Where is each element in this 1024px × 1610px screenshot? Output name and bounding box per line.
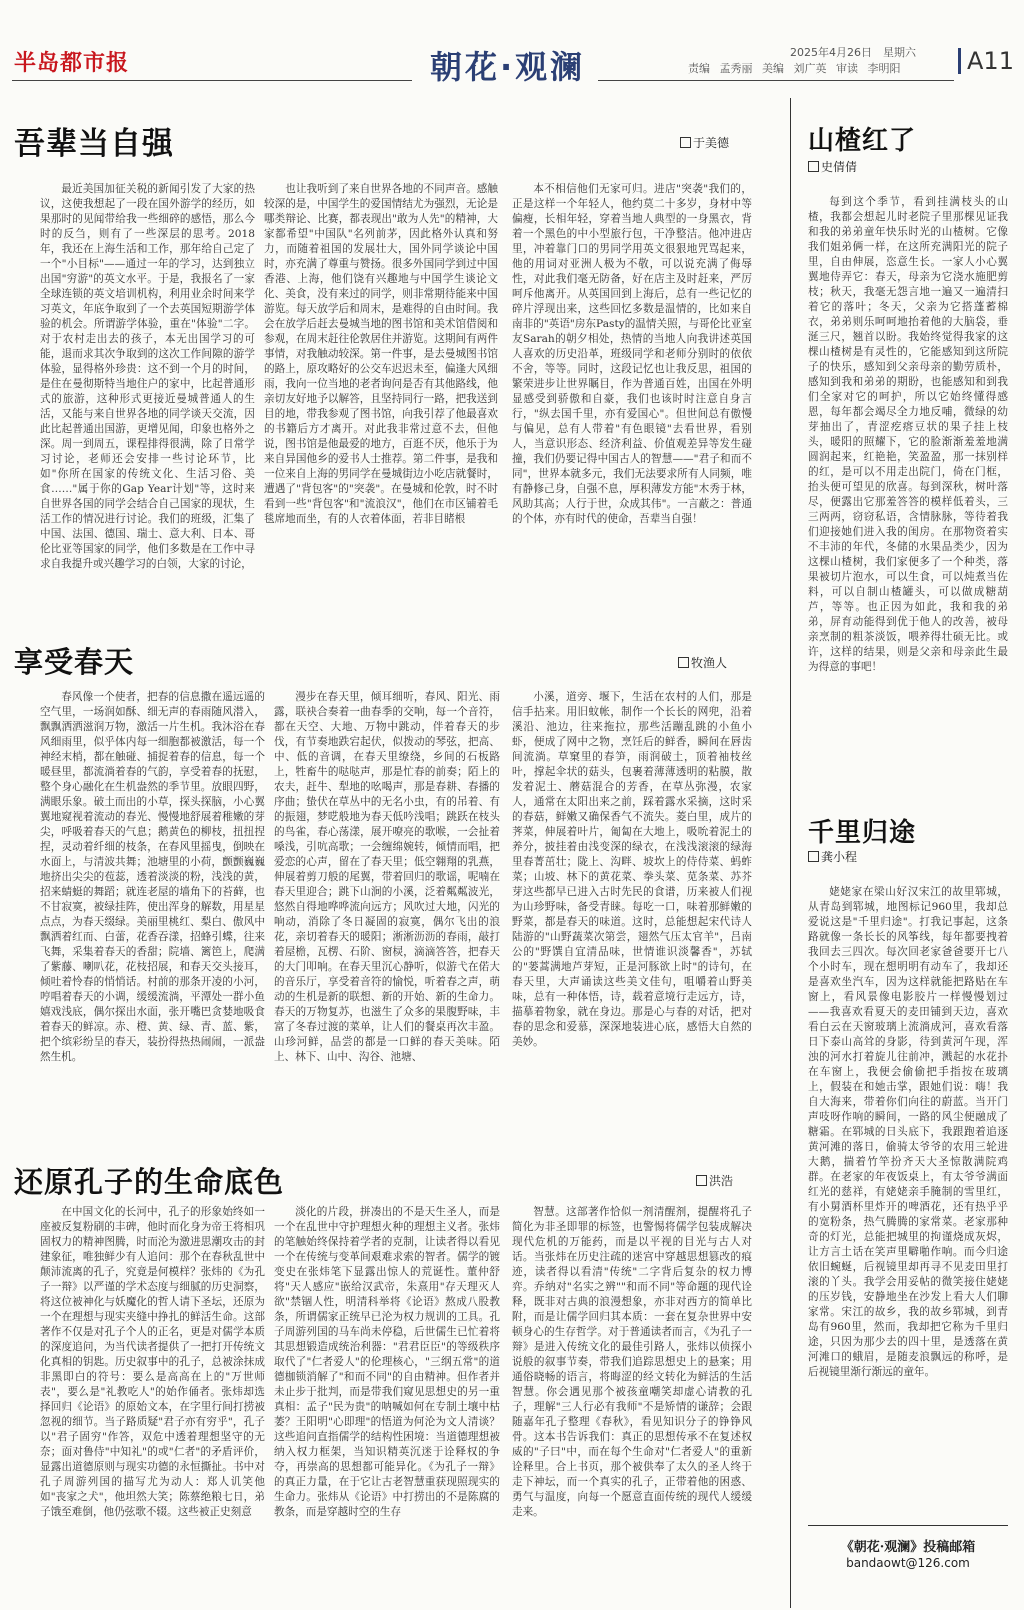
article-column: 本不相信他们无家可归。进店"突袭"我们的，正是这样一个年轻人，他约莫二十多岁，身材中等偏瘦，长相年轻，穿着当地人典型的一身黑衣，背着一个黑色的中小型旅行包，干净整洁。他冲进店里，冲着靠门口的男同学用英文很狠地咒骂起来，他的用词对亚洲人极为不敬，可以说充满了侮辱性，对此我们毫无防备，好在店主及时赶来，严厉呵斥他离开。从英国回到上海后，总有一些记忆的碎片浮现出来，这些回忆多数是温情的，比如来自南非的"英语"房东Pasty的温情关照，与哥伦比亚室友Sarah的朝夕相处，热情的当地人向我讲述英国人喜欢的历史沿革，班级同学和老师分别时的依依不舍，等等。同时，这段记忆也让我反思，祖国的繁荣进步让世界瞩目，作为普通百姓，出国在外明显感受到骄傲和自豪，我们也该时时注意自身言行，"纵去国千里，亦有爱国心"。但世间总有傲慢与偏见，总有人带着"有色眼镜"去看世界，看别人，当意识形态、经济利益、价值观差异等发生碰撞，我们仍要记得中国古人的智慧——"君子和而不同"，世界本就多元，我们无法要求所有人同频，唯有静修己身，自强不息，厚积薄发方能"木秀于林，风助其高；人行于世，众成其伟"。一言蔽之：普通的个体，亦有时代的使命，吾辈当自强！ (512, 183, 752, 525)
article-column: 淡化的片段，拼凑出的不是天生圣人，而是一个在乱世中守护理想火种的理想主义者。张炜的笔触始终保持着学者的克制，让读者得以看见一个在传统与变革间艰难求索的智者。儒学的镀变史在张炜笔下显露出惊人的荒诞性。董仲舒将"天人感应"嵌给汉武帝，朱熹用"存天理灭人欲"禁锢人性，明清科举将《论语》熬成八股教条，所谓儒家正统早已沦为权力规训的工具。孔子周游列国的马车尚未停稳，后世儒生已忙着将其思想锻造成统治利器："君君臣臣"的等级秩序取代了"仁者爱人"的伦理核心，"三纲五常"的道德枷锁消解了"和而不同"的自由精神。但作者并未止步于批判，而是带我们窥见思想史的另一重真相：孟子"民为贵"的呐喊如何在专制土壤中枯萎？王阳明"心即理"的悟道为何沦为文人清谈？这些追问直指儒学的结构性困境：当道德理想被纳入权力框架，当知识精英沉迷于诠释权的争夺，再崇高的思想都可能异化。《为孔子一辩》的真正力量，在于它让古老智慧重获现照现实的生命力。张炜从《论语》中打捞出的不是陈腐的教条，而是穿越时空的生存 (274, 1206, 500, 1518)
article-title: 千里归途 (808, 818, 917, 848)
article-title: 享受春天 (14, 645, 135, 679)
article-byline: 史倩倩 (808, 158, 857, 175)
article-column: 最近美国加征关税的新闻引发了大家的热议，这使我想起了一段在国外游学的经历，如果那时的见闻带给我一些细碎的感悟，那么今时的反刍，则有了一些深层的思考。2018年，我还在上海生活和工作，那年给自己定了一个"小目标"——通过一年的学习，达到独立出国"穷游"的英文水平。于是，我报名了一家全球连锁的英文培训机构，利用业余时间来学习英文，年底争取到了一个去英国短期游学体验的机会。所谓游学体验，重在"体验"二字。对于农村走出去的孩子，本无出国学习的可能，退而求其次争取到的这次工作间隙的游学体验，显得格外珍贵：这不到一个月的时间，是住在曼彻斯特当地住户的家中，比起普通形式的旅游，这种形式更接近曼城普通人的生活，又能与来自世界各地的同学谈天交流，因此比起普通出国游，更增见闻，印象也格外之深。周一到周五，课程排得很满，除了日常学习讨论，老师还会安排一些讨论环节，比如"你所在国家的传统文化、生活习俗、美食……"属于你的Gap Year计划"等，这时来自世界各国的同学会结合自己国家的现状，生活工作的情况进行讨论。我们的班级，汇集了中国、法国、德国、瑞士、意大利、日本、哥伦比亚等国家的同学，他们多数是在工作中寻求自我提升或兴趣学习的白领，大家的讨论， (40, 183, 255, 570)
article-byline: 龚小程 (808, 848, 857, 865)
article-title: 山楂红了 (808, 126, 917, 156)
section-title: 朝花·观澜 (430, 48, 586, 86)
page-number: A11 (958, 48, 1014, 74)
article-column: 漫步在春天里，倾耳细听，春风、阳光、雨露，联袂合奏着一曲春季的交响，每一个音符，都在天空、大地、万物中跳动，伴着春天的步伐，有节奏地跌宕起伏，似拨动的琴弦，把高、中、低的音调，在春天里缭绕，乡间的石板路上，牲畜牛的哒哒声，那是忙春的前奏；陌上的农夫，赶牛、犁地的吆喝声，那是春耕、春播的序曲；蛰伏在草丛中的无名小虫，有的吊着、有的振翅，梦呓般地为春天低吟浅唱；跳跃在枝头的鸟雀，春心荡漾，展开嘹亮的歌喉，一会扯着嗓浅，引吭高歌；一会缠绵婉转，倾情而唱，把爱恋的心声，留在了春天里；低空翱翔的乳燕，伸展着剪刀般的尾翼，带着回归的歌谣，呢喃在春天里迎合；跳下山涧的小溪，泛着粼粼波光，悠然自得地哗哗流向远方；风吹过大地，闪光的响动，消除了冬日凝固的寂寞，偶尔飞出的浪花，亲切着春天的暖阳；淅淅沥沥的春雨，敲打着屋檐，瓦楞、石阶、窗棂，滴滴答答，把春天的大门叩响。在春天里沉心静听，似游弋在偌大的音乐厅，享受着音符的愉悦，听着春之声，萌动的生机是新的联想、新的开始、新的生命力。春天的万物复苏，也滋生了众多的果腹野味，丰富了冬春过渡的菜单，让人们的餐桌再次丰盈。山珍河鲜，品尝的都是一口鲜的春天美味。陌上、林下、山中、沟谷、池塘、 (274, 691, 500, 1063)
contact-divider (808, 1525, 1008, 1526)
sidebar-divider (790, 98, 791, 1608)
header-rule-left (12, 80, 412, 81)
newspaper-logo: 半岛都市报 (14, 51, 130, 76)
article-byline: 牧渔人 (678, 654, 727, 671)
article-title: 吾辈当自强 (14, 126, 174, 162)
article-column: 姥姥家在梁山好汉宋江的故里郓城，从青岛到郓城，地图标记960里，我却总爱说这是"千里归途"。打我记事起，这条路就像一条长长的风筝线，每年都要拽着我回去三四次。每次回老家爸爸要开七八个小时车，现在想明明有动车了，我却还是喜欢坐汽车，因为这样就能把路贴在车窗上，看风景像电影胶片一样慢慢划过——我喜欢看夏天的麦田铺到天边，喜欢看白云在天窗玻璃上流淌成河，喜欢看落日下泰山高耸的身影，待到黄河午现，浑浊的河水打着旋儿往前冲，溅起的水花扑在车窗上，我便会偷偷把手指按在玻璃上，假装在和她击掌，跟她们说：嗨！我自大海来，带着你们向往的蔚蓝。当开门声吱呀作响的瞬间，一路的风尘便融成了糖霜。在郓城的日头底下，我跟跑着追逐黄河滩的落日，偷骑太爷爷的农用三轮进大鹅，揣着竹竿扮齐天大圣惊散满院鸡群。在老家的年夜饭桌上，有太爷爷满面红光的慈祥，有姥姥亲手腌制的雪里红，有小舅酒杯里炸开的啤酒花，还有热乎乎的宽粉条，热气腾腾的家常菜。老家那种奇的灯光，总能把城里的拘谨烧成灰烬，让方言土话在笑声里噼啪作响。而今归途依旧蜿蜒，后视镜里却再寻不见麦田里打滚的丫头。我学会用妥帖的微笑接住姥姥的压岁钱，安静地坐在沙发上看大人们聊家常。宋江的故乡，我的故乡郓城，到青岛有960里，然而，我却把它称为千里归途，只因为那少去的四十里，是透落在黄河滩口的蛾眉，是随麦浪飘远的称呼，是后视镜里渐行渐远的童年。 (808, 886, 1008, 1378)
article-title: 还原孔子的生命底色 (14, 1165, 285, 1199)
editors-line: 责编 孟秀丽 美编 刘广英 审读 李明阳 (688, 62, 901, 75)
issue-date: 2025年4月26日 星期六 (790, 46, 916, 59)
article-column: 在中国文化的长河中，孔子的形象始终如一座被反复粉刷的丰碑，他时而化身为帝王将相巩固权力的精神图腾，时而沦为激进思潮攻击的封建象征，唯独鲜少有人追问：那个在春秋乱世中颠沛流离的孔子，究竟是何模样？张炜的《为孔子一辩》以严谨的学术态度与细腻的历史洞察，将这位被神化与妖魔化的哲人请下圣坛，还原为一个在理想与现实夹缝中挣扎的鲜活生命。这部著作不仅是对孔子个人的正名，更是对儒学本质的深度追问，为当代读者提供了一把打开传统文化真相的钥匙。历史叙事中的孔子，总被涂抹成非黑即白的符号：要么是高高在上的"万世师表"，要么是"礼教吃人"的始作俑者。张炜却选择回归《论语》的原始文本，在字里行间打捞被忽视的细节。当子路质疑"君子亦有穷乎"，孔子以"君子固穷"作答，双危中透着理想坚守的无奈；面对鲁侍"中知礼"的或"仁者"的矛盾评价，显露出道德原则与现实功德的永恒撕扯。书中对孔子周游列国的描写尤为动人：郑人讥笑他如"丧家之犬"，他坦然大笑；陈蔡绝粮七日，弟子饿至难倒，他仍弦歌不辍。这些被正史刻意 (40, 1206, 265, 1518)
submission-email[interactable]: bandaowt@126.com (846, 1556, 970, 1570)
article-column: 小溪，道旁、堰下，生活在农村的人们，那是信手拈来。用旧蚊帐，制作一个长长的网兜，沿着溪沿、池边，往来拖拉，那些活蹦乱跳的小鱼小虾，便成了网中之物，烹饪后的鲜香，瞬间在唇齿间流淌。草窠里的春笋，雨润破土，顶着袖枝丝叶，撑起伞状的菇头，包裹着薄薄透明的粘膜，散发着泥土、蘑菇混合的芳香，在草丛弥漫，农家人，通常在太阳出来之前，踩着露水采摘，这时采的春菇，鲜嫩又确保香气不流失。菱白里，成片的荠菜，伸展着叶片，匍匐在大地上，吸吮着泥土的养分，披挂着由浅变深的绿衣，在浅浅滚滚的绿海里春菁茁壮；陇上、沟畔、坡坎上的侍侍菜、蚂蚱菜；山坡、林下的黄花菜、拳头菜、苋条菜、苏芥芽这些都早已进入古时先民的食谱，历来被人们视为山珍野味，备受青睐。每吃一口，味着那鲜嫩的野菜，都是春天的味道。这时，总能想起宋代诗人陆游的"山野蔬菜次第尝，翅然气压太官羊"，吕南公的"野馔自宜清品味，世情谁识淡馨香"，苏轼的"蒌蒿满地芦芽短，正是河豚欲上时"的诗句，在春天里，大声诵读这些美文佳句，咀嚼着山野美味，总有一种体悟，诗，载着意境行走远方，诗，描摹着物象，就在身边。那是心与春的对话，把对春的思念和爱慕，深深地装进心底，感悟大自然的美妙。 (512, 691, 752, 1048)
article-byline: 于美德 (680, 134, 729, 151)
article-byline: 洪浩 (696, 1172, 733, 1189)
article-column: 也让我听到了来自世界各地的不同声音。感触较深的是，中国学生的爱国情结尤为强烈，无论是哪类辩论、比赛，都表现出"敢为人先"的精神，大家都希望"中国队"名列前茅，因此格外认真和努力，而随着祖国的发展壮大，国外同学谈论中国时，亦充满了尊重与赞扬。很多外国同学到过中国香港、上海，他们饶有兴趣地与中国学生谈论文化、美食，没有来过的同学，则非常期待能来中国游览。每天放学后和周末，是难得的自由时间。我会在放学后赶去曼城当地的图书馆和美术馆借阅和参观，在周末赶往伦敦居住并游览。这期间有两件事情，对我触动较深。第一件事，是去曼城图书馆的路上，原攻略好的公交车迟迟未至，偏逢大风细雨，我向一位当地的老者询问是否有其他路线，他亲切友好地予以解答，且坚持同行一路，把我送到目的地，带我参观了图书馆，向我引荐了他最喜欢的书籍后方才离开。对此我非常过意不去，但他说，图书馆是他最爱的地方，百逛不厌，他乐于为来自异国他乡的爱书人士推荐。第二件事，是我和一位来自上海的男同学在曼城街边小吃店就餐时，遭遇了"背包客"的"突袭"。在曼城和伦敦，时不时看到一些"背包客"和"流浪汉"，他们在市区铺着毛毯席地而坐，有的人衣着体面，若非目睹根 (264, 183, 498, 525)
submission-title: 《朝花·观澜》投稿邮箱 (840, 1540, 976, 1555)
article-column: 智慧。这部著作恰似一剂清醒剂，提醒将孔子简化为非圣即罪的标签，也警惕将儒学包装成解决现代危机的万能药，而是以平视的目光与古人对话。当张炜在历史注疏的迷宫中穿越思想篡改的痕迹，读者得以看清"传统"二字背后复杂的权力博弈。乔纳对"名实之辨""和而不同"等命题的现代诠释，既非对古典的浪漫想象，亦非对西方的简单比附，而是让儒学回归其本质：一套在复杂世界中安顿身心的生存哲学。对于普通读者而言，《为孔子一辩》是进入传统文化的最佳引路人，张炜以侦探小说般的叙事节奏，带我们追踪思想史上的悬案；用通俗晓畅的语言，将晦涩的经文转化为鲜活的生活智慧。你会遇见那个被孩童嘲笑却虚心请教的孔子，理解"三人行必有我师"不是矫情的谦辞；会跟随嘉年孔子整理《春秋》，看见知识分子的铮铮风骨。这本书告诉我们：真正的思想传承不在复述权威的"子曰"中，而在每个生命对"仁者爱人"的重新诠释里。合上书页，那个被供奉了太久的圣人终于走下神坛，而一个真实的孔子，正带着他的困惑、勇气与温度，向每一个愿意直面传统的现代人缓缓走来。 (512, 1206, 752, 1518)
article-column: 每到这个季节，看到挂满枝头的山楂，我都会想起儿时老院子里那棵见证我和我的弟弟童年快乐时光的山楂树。它像我们姐弟俩一样，在这所充满阳光的院子里，自由伸展，恣意生长。一家人小心翼翼地侍弄它：春天，母亲为它浇水施肥剪枝；秋天，我毫无怨言地一遍又一遍清扫着它的落叶；冬天，父亲为它搭蓬蓄棉衣，弟弟则乐呵呵地抬着他的大脑袋，垂涎三尺，翘首以盼。我始终觉得我家的这棵山楂树是有灵性的，它能感知到这所院子的快乐，感知到父亲母亲的勤劳质朴，感知到我和弟弟的期盼，也能感知和到我们全家对它的呵护，所以它始终懂得感恩，每年都会竭尽全力地反哺，微绿的幼芽抽出了，青涩疙瘩豆状的果子挂上枝头，暖阳的照耀下，它的脸渐渐羞羞地满圆润起来，红艳艳，笑盈盈，那一抹别样的红，是可以不用走出院门，倚在门框，抬头便可望见的欣喜。每到深秋，树叶落尽，便露出它那羞答答的模样低着头，三三两两，窃窃私语，含情脉脉，等待着我们迎接她们进入我的闺房。在那物资着实不丰沛的年代，冬储的水果品类少，因为这棵山楂树，我们家便多了一个种类，落果被切片泡水，可以生食，可以炖煮当佐料，可以自制山楂罐头，可以做成糖葫芦，等等。也正因为如此，我和我的弟弟，屏育动能得到优于他人的改善，被母亲烹制的粗茶淡饭，喂养得壮硕无比。或许，这样的结果，则是父亲和母亲此生最为得意的事吧！ (808, 196, 1008, 673)
article-column: 春风像一个使者，把春的信息撒在遥远遥的空气里，一场润如酥、细无声的春雨随风潜入，飘飘洒洒滋润万物，激活一片生机。我沐浴在春风细雨里，似乎体内每一细胞都被激活，每一个神经末梢，都在触碰、捕捉着春的信息，每一个暖昼里，都流淌着春的气韵，享受着春的抚慰，整个身心融化在生机盎然的季节里。放眼四野，满眼乐象。破土而出的小草，探头探脑，小心翼翼地窥视着流动的春光、慢慢地舒展着稚嫩的芽尖，呼吸着春天的气息；鹅黄色的柳枝，扭扭捏捏，灵动着纤细的枝条，在春风里摇曳，倒映在水面上，与清波共舞；池塘里的小荷，颤颤巍巍地挤出尖尖的苞蕊，透着淡淡的粉，浅浅的黄，招来蜻蜓的舞蹈；就连老屋的墙角下的苔藓，也不甘寂寞，被绿挂阵，使出浑身的解数，用星星点点，为春天缀绿。美丽里桃红、梨白、傲风中飘洒着红而、白蕾，花香吞漾，招蜂引蝶，往来飞舞，采集着春天的香甜；院墙、篱笆上，爬满了紫藤、喇叭花，花枝招展，和春天交头接耳，倾吐着怜春的悄悄话。村前的那条开凌的小河，哼唱着春天的小调，缓缓流淌，平潭处一群小鱼嬉戏浅底，偶尔探出水面，张开嘴巴贪婪地吸食着春天的鲜凉。赤、橙、黄、绿、青、蓝、紫，把个缤彩纷呈的春天，装扮得热热闹闹，一派盎然生机。 (40, 691, 265, 1063)
header-rule-right (598, 80, 954, 81)
